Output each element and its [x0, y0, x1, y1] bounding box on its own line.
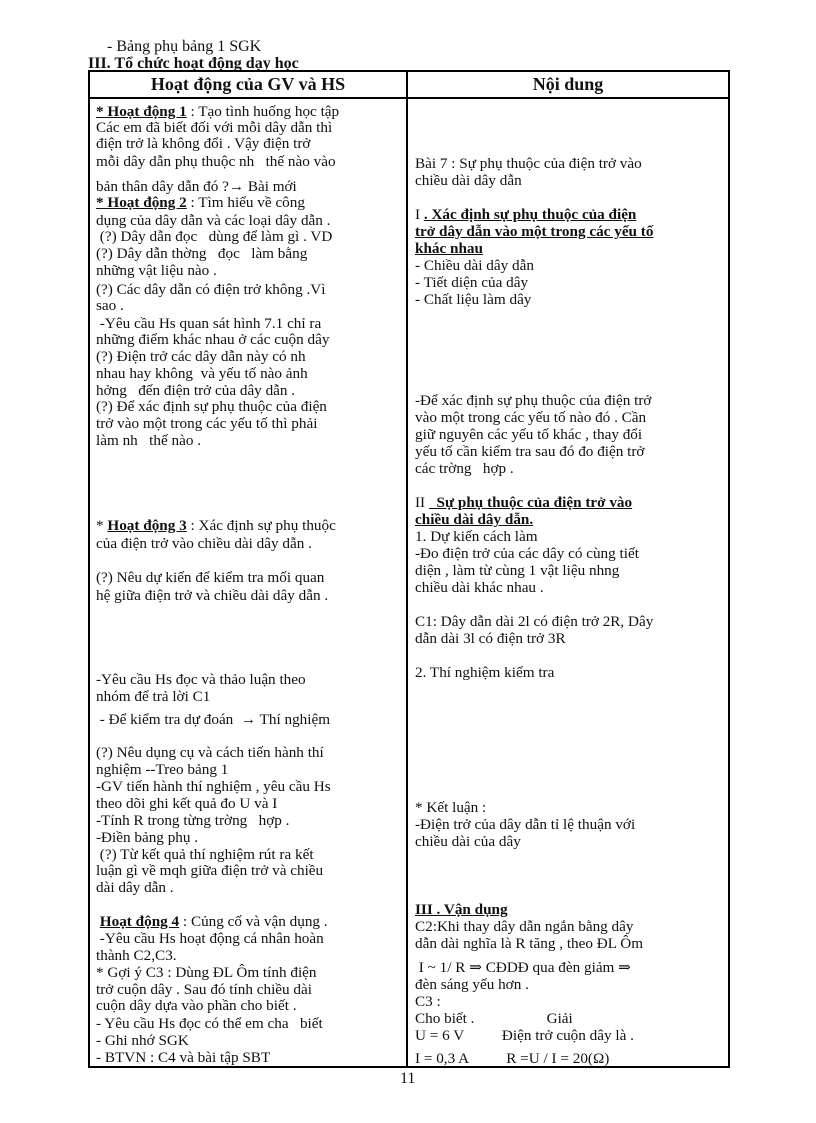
- left-line-text: (?) Từ kết quả thí nghiệm rút ra kết: [96, 846, 314, 863]
- left-line-text: sao .: [96, 297, 124, 314]
- left-line-text: của điện trở vào chiều dài dây dẫn .: [96, 535, 312, 552]
- left-line-text: (?) Các dây dẫn có điện trở không .Vì: [96, 281, 326, 298]
- right-text-line: [415, 976, 723, 993]
- left-line-text: dài dây dẫn .: [96, 879, 174, 896]
- right-line-text: - Chất liệu làm dây: [415, 291, 532, 308]
- left-text-line: [96, 711, 402, 728]
- left-text-line: [96, 587, 402, 604]
- right-text-line: [415, 409, 723, 426]
- right-text-line: [415, 257, 723, 274]
- left-line-text: theo dõi ghi kết quả đo U và I: [96, 795, 278, 812]
- left-text-line: [96, 398, 402, 415]
- right-text-line: [415, 494, 723, 511]
- left-line-text: (?) Nêu dự kiến để kiểm tra mối quan: [96, 569, 325, 586]
- page-number: 11: [400, 1070, 416, 1087]
- right-text-line: [415, 918, 723, 935]
- right-text-line: [415, 460, 723, 477]
- left-text-line: [96, 879, 402, 896]
- left-text-line: [96, 212, 402, 229]
- right-line-text: 1. Dự kiến cách làm: [415, 528, 538, 545]
- left-text-line: [96, 744, 402, 761]
- right-text-line: [415, 172, 723, 189]
- section-title: III. Tổ chức hoạt động dạy học: [88, 55, 299, 72]
- left-text-line: [96, 153, 402, 170]
- left-text-line: [96, 795, 402, 812]
- right-line-text: - Chiều dài dây dẫn: [415, 257, 534, 274]
- left-line-text: -GV tiến hành thí nghiệm , yêu cầu Hs: [96, 778, 331, 795]
- left-text-line: [96, 382, 402, 399]
- section-heading: khác nhau: [415, 240, 483, 257]
- right-text-line: [415, 206, 723, 223]
- right-text-line: [415, 799, 723, 816]
- activity-heading: Hoạt động 3: [107, 517, 187, 534]
- left-text-line: [96, 997, 402, 1014]
- left-text-line: [96, 535, 402, 552]
- left-text-line: [96, 981, 402, 998]
- left-line-text: luận gì về mqh giữa điện trở và chiều: [96, 862, 324, 879]
- right-line-text: I ~ 1/ R ⇒ CĐDĐ qua đèn giảm ⇒: [415, 959, 631, 976]
- right-line-text: diện , làm từ cùng 1 vật liệu nhng: [415, 562, 620, 579]
- left-text-line: [96, 348, 402, 365]
- left-line-text: (?) Điện trở các dây dẫn này có nh: [96, 348, 306, 365]
- left-line-text: nhóm để trả lời C1: [96, 688, 211, 705]
- left-line-text: - BTVN : C4 và bài tập SBT: [96, 1049, 271, 1066]
- right-line-text: chiều dài của dây: [415, 833, 521, 850]
- right-text-line: [415, 613, 723, 630]
- left-text-line: [96, 964, 402, 981]
- left-text-line: [96, 365, 402, 382]
- right-text-line: [415, 291, 723, 308]
- right-line-text: I: [415, 206, 424, 223]
- left-line-text: * Hoạt động 2: [96, 194, 187, 211]
- activity-heading: Hoạt động 4: [99, 913, 180, 930]
- left-line-text: mỗi dây dẫn phụ thuộc nh thế nào vào: [96, 153, 336, 170]
- left-line-text: -Điền bảng phụ .: [96, 829, 199, 846]
- right-line-text: * Kết luận :: [415, 799, 487, 816]
- left-line-text: cuộn dây dựa vào phần cho biết .: [96, 997, 297, 1014]
- left-line-text: -Tính R trong từng trờng hợp .: [96, 812, 290, 829]
- right-line-text: dẫn dài nghĩa là R tăng , theo ĐL Ôm: [415, 935, 644, 952]
- left-line-text: những vật liệu nào .: [96, 262, 217, 279]
- right-line-text: -Điện trở của dây dẫn tỉ lệ thuận với: [415, 816, 636, 833]
- left-text-line: [96, 1015, 402, 1032]
- right-line-text: giữ nguyên các yếu tố khác , thay đổi: [415, 426, 643, 443]
- right-text-line: [415, 630, 723, 647]
- right-line-text: vào một trong các yếu tố nào đó . Cần: [415, 409, 647, 426]
- left-line-rest: : Củng cố và vận dụng .: [179, 913, 328, 930]
- left-line-text: - Để kiểm tra dự đoán → Thí nghiệm: [96, 711, 331, 728]
- right-line-text: các trờng hợp .: [415, 460, 514, 477]
- left-line-text: thành C2,C3.: [96, 947, 177, 964]
- right-text-line: [415, 426, 723, 443]
- left-line-text: nhau hay không và yếu tố nào ảnh: [96, 365, 308, 382]
- right-line-text: C1: Dây dẫn dài 2l có điện trở 2R, Dây: [415, 613, 654, 630]
- right-text-line: [415, 664, 723, 681]
- left-line-text: * Hoạt động 1: [96, 103, 187, 120]
- left-text-line: [96, 778, 402, 795]
- section-heading: Sự phụ thuộc của điện trở vào: [428, 494, 633, 511]
- right-line-text: II: [415, 494, 429, 511]
- left-line-text: làm nh thế nào .: [96, 432, 202, 449]
- left-line-text: - Yêu cầu Hs đọc có thể em cha biết: [96, 1015, 323, 1032]
- left-line-text: hởng đến điện trở của dây dẫn .: [96, 382, 296, 399]
- left-line-text: (?) Dây dẫn đọc dùng để làm gì . VD: [96, 228, 333, 245]
- right-column-header: Nội dung: [532, 74, 604, 94]
- left-text-line: [96, 812, 402, 829]
- left-line-text: Các em đã biết đối với mỗi dây dẫn thì: [96, 119, 333, 136]
- left-line-text: * Gợi ý C3 : Dùng ĐL Ôm tính điện: [96, 964, 317, 981]
- materials-line: - Bảng phụ bảng 1 SGK: [107, 38, 262, 55]
- left-line-text: trở cuộn dây . Sau đó tính chiều dài: [96, 981, 312, 998]
- left-line-text: nghiệm --Treo bảng 1: [96, 761, 229, 778]
- left-text-line: [96, 194, 402, 211]
- right-text-line: [415, 816, 723, 833]
- left-text-line: [96, 245, 402, 262]
- section-heading: III . Vận dụng: [415, 901, 508, 918]
- left-line-text: hệ giữa điện trở và chiều dài dây dẫn .: [96, 587, 329, 604]
- left-text-line: [96, 262, 402, 279]
- left-text-line: [96, 432, 402, 449]
- left-text-line: [96, 688, 402, 705]
- right-line-text: dẫn dài 3l có điện trở 3R: [415, 630, 566, 647]
- section-heading: trở dây dẫn vào một trong các yếu tố: [415, 223, 654, 240]
- right-line-text: Cho biết . Giải: [415, 1010, 573, 1027]
- left-line-text: điện trở là không đổi . Vậy điện trở: [96, 135, 311, 152]
- right-text-line: [415, 392, 723, 409]
- left-text-line: [96, 671, 402, 688]
- right-text-line: [415, 1010, 723, 1027]
- left-line-text: -Yêu cầu Hs hoạt động cá nhân hoàn: [96, 930, 324, 947]
- right-text-line: [415, 579, 723, 596]
- left-text-line: [96, 947, 402, 964]
- left-text-line: [96, 315, 402, 332]
- left-line-text: dụng của dây dẫn và các loại dây dẫn .: [96, 212, 331, 229]
- left-line-text: những điểm khác nhau ở các cuộn dây: [96, 331, 330, 348]
- column-divider: [406, 70, 408, 1068]
- right-text-line: [415, 223, 723, 240]
- right-line-text: - Tiết diện của dây: [415, 274, 529, 291]
- left-column-header: Hoạt động của GV và HS: [150, 74, 346, 94]
- left-text-line: [96, 930, 402, 947]
- right-line-text: 2. Thí nghiệm kiểm tra: [415, 664, 555, 681]
- right-line-text: C2:Khi thay dây dẫn ngắn bằng dây: [415, 918, 634, 935]
- left-text-line: [96, 829, 402, 846]
- right-text-line: [415, 1050, 723, 1067]
- right-text-line: [415, 993, 723, 1010]
- right-text-line: [415, 1027, 723, 1044]
- left-line-text: -Yêu cầu Hs đọc và thảo luận theo: [96, 671, 306, 688]
- right-text-line: [415, 833, 723, 850]
- left-text-line: [96, 228, 402, 245]
- left-text-line: [96, 331, 402, 348]
- section-heading: chiều dài dây dẫn.: [415, 511, 534, 528]
- left-line-text: (?) Dây dẫn thờng đọc làm bằng: [96, 245, 308, 262]
- right-text-line: [415, 240, 723, 257]
- right-line-text: -Để xác định sự phụ thuộc của điện trở: [415, 392, 652, 409]
- right-text-line: [415, 959, 723, 976]
- right-text-line: [415, 545, 723, 562]
- header-divider: [88, 97, 730, 99]
- right-line-text: C3 :: [415, 993, 441, 1010]
- left-text-line: [96, 1049, 402, 1066]
- right-text-line: [415, 155, 723, 172]
- left-line-rest: : Tạo tình huống học tập: [186, 103, 340, 120]
- left-line-text: trở vào một trong các yếu tố thì phải: [96, 415, 318, 432]
- left-text-line: [96, 103, 402, 120]
- right-line-text: chiều dài khác nhau .: [415, 579, 544, 596]
- left-line-rest: : Tìm hiểu về công: [186, 194, 305, 211]
- left-text-line: [96, 281, 402, 298]
- right-text-line: [415, 274, 723, 291]
- right-line-text: I = 0,3 A R =U / I = 20(Ω): [415, 1050, 610, 1067]
- left-line-text: *: [96, 517, 108, 534]
- left-text-line: [96, 913, 402, 930]
- right-line-text: đèn sáng yếu hơn .: [415, 976, 529, 993]
- right-text-line: [415, 443, 723, 460]
- left-text-line: [96, 135, 402, 152]
- right-line-text: chiều dài dây dẫn: [415, 172, 522, 189]
- right-line-text: -Đo điện trở của các dây có cùng tiết: [415, 545, 639, 562]
- left-text-line: [96, 178, 402, 195]
- left-line-rest: : Xác định sự phụ thuộc: [186, 517, 336, 534]
- left-line-text: (?) Để xác định sự phụ thuộc của điện: [96, 398, 327, 415]
- right-line-text: U = 6 V Điện trở cuộn dây là .: [415, 1027, 634, 1044]
- right-line-text: yếu tố cần kiểm tra sau đó đo điện trở: [415, 443, 645, 460]
- left-text-line: [96, 846, 402, 863]
- section-heading: . Xác định sự phụ thuộc của điện: [423, 206, 637, 223]
- right-text-line: [415, 511, 723, 528]
- left-line-text: -Yêu cầu Hs quan sát hình 7.1 chỉ ra: [96, 315, 322, 332]
- left-line-text: bản thân dây dẫn đó ?→ Bài mới: [96, 178, 297, 195]
- left-line-text: - Ghi nhớ SGK: [96, 1032, 189, 1049]
- left-line-text: (?) Nêu dụng cụ và cách tiến hành thí: [96, 744, 324, 761]
- right-line-text: Bài 7 : Sự phụ thuộc của điện trở vào: [415, 155, 642, 172]
- right-text-line: [415, 562, 723, 579]
- left-text-line: [96, 1032, 402, 1049]
- left-text-line: [96, 862, 402, 879]
- left-text-line: [96, 569, 402, 586]
- right-text-line: [415, 935, 723, 952]
- right-text-line: [415, 528, 723, 545]
- left-text-line: [96, 761, 402, 778]
- left-text-line: [96, 297, 402, 314]
- right-text-line: [415, 901, 723, 918]
- left-text-line: [96, 119, 402, 136]
- left-text-line: [96, 415, 402, 432]
- left-text-line: [96, 517, 402, 534]
